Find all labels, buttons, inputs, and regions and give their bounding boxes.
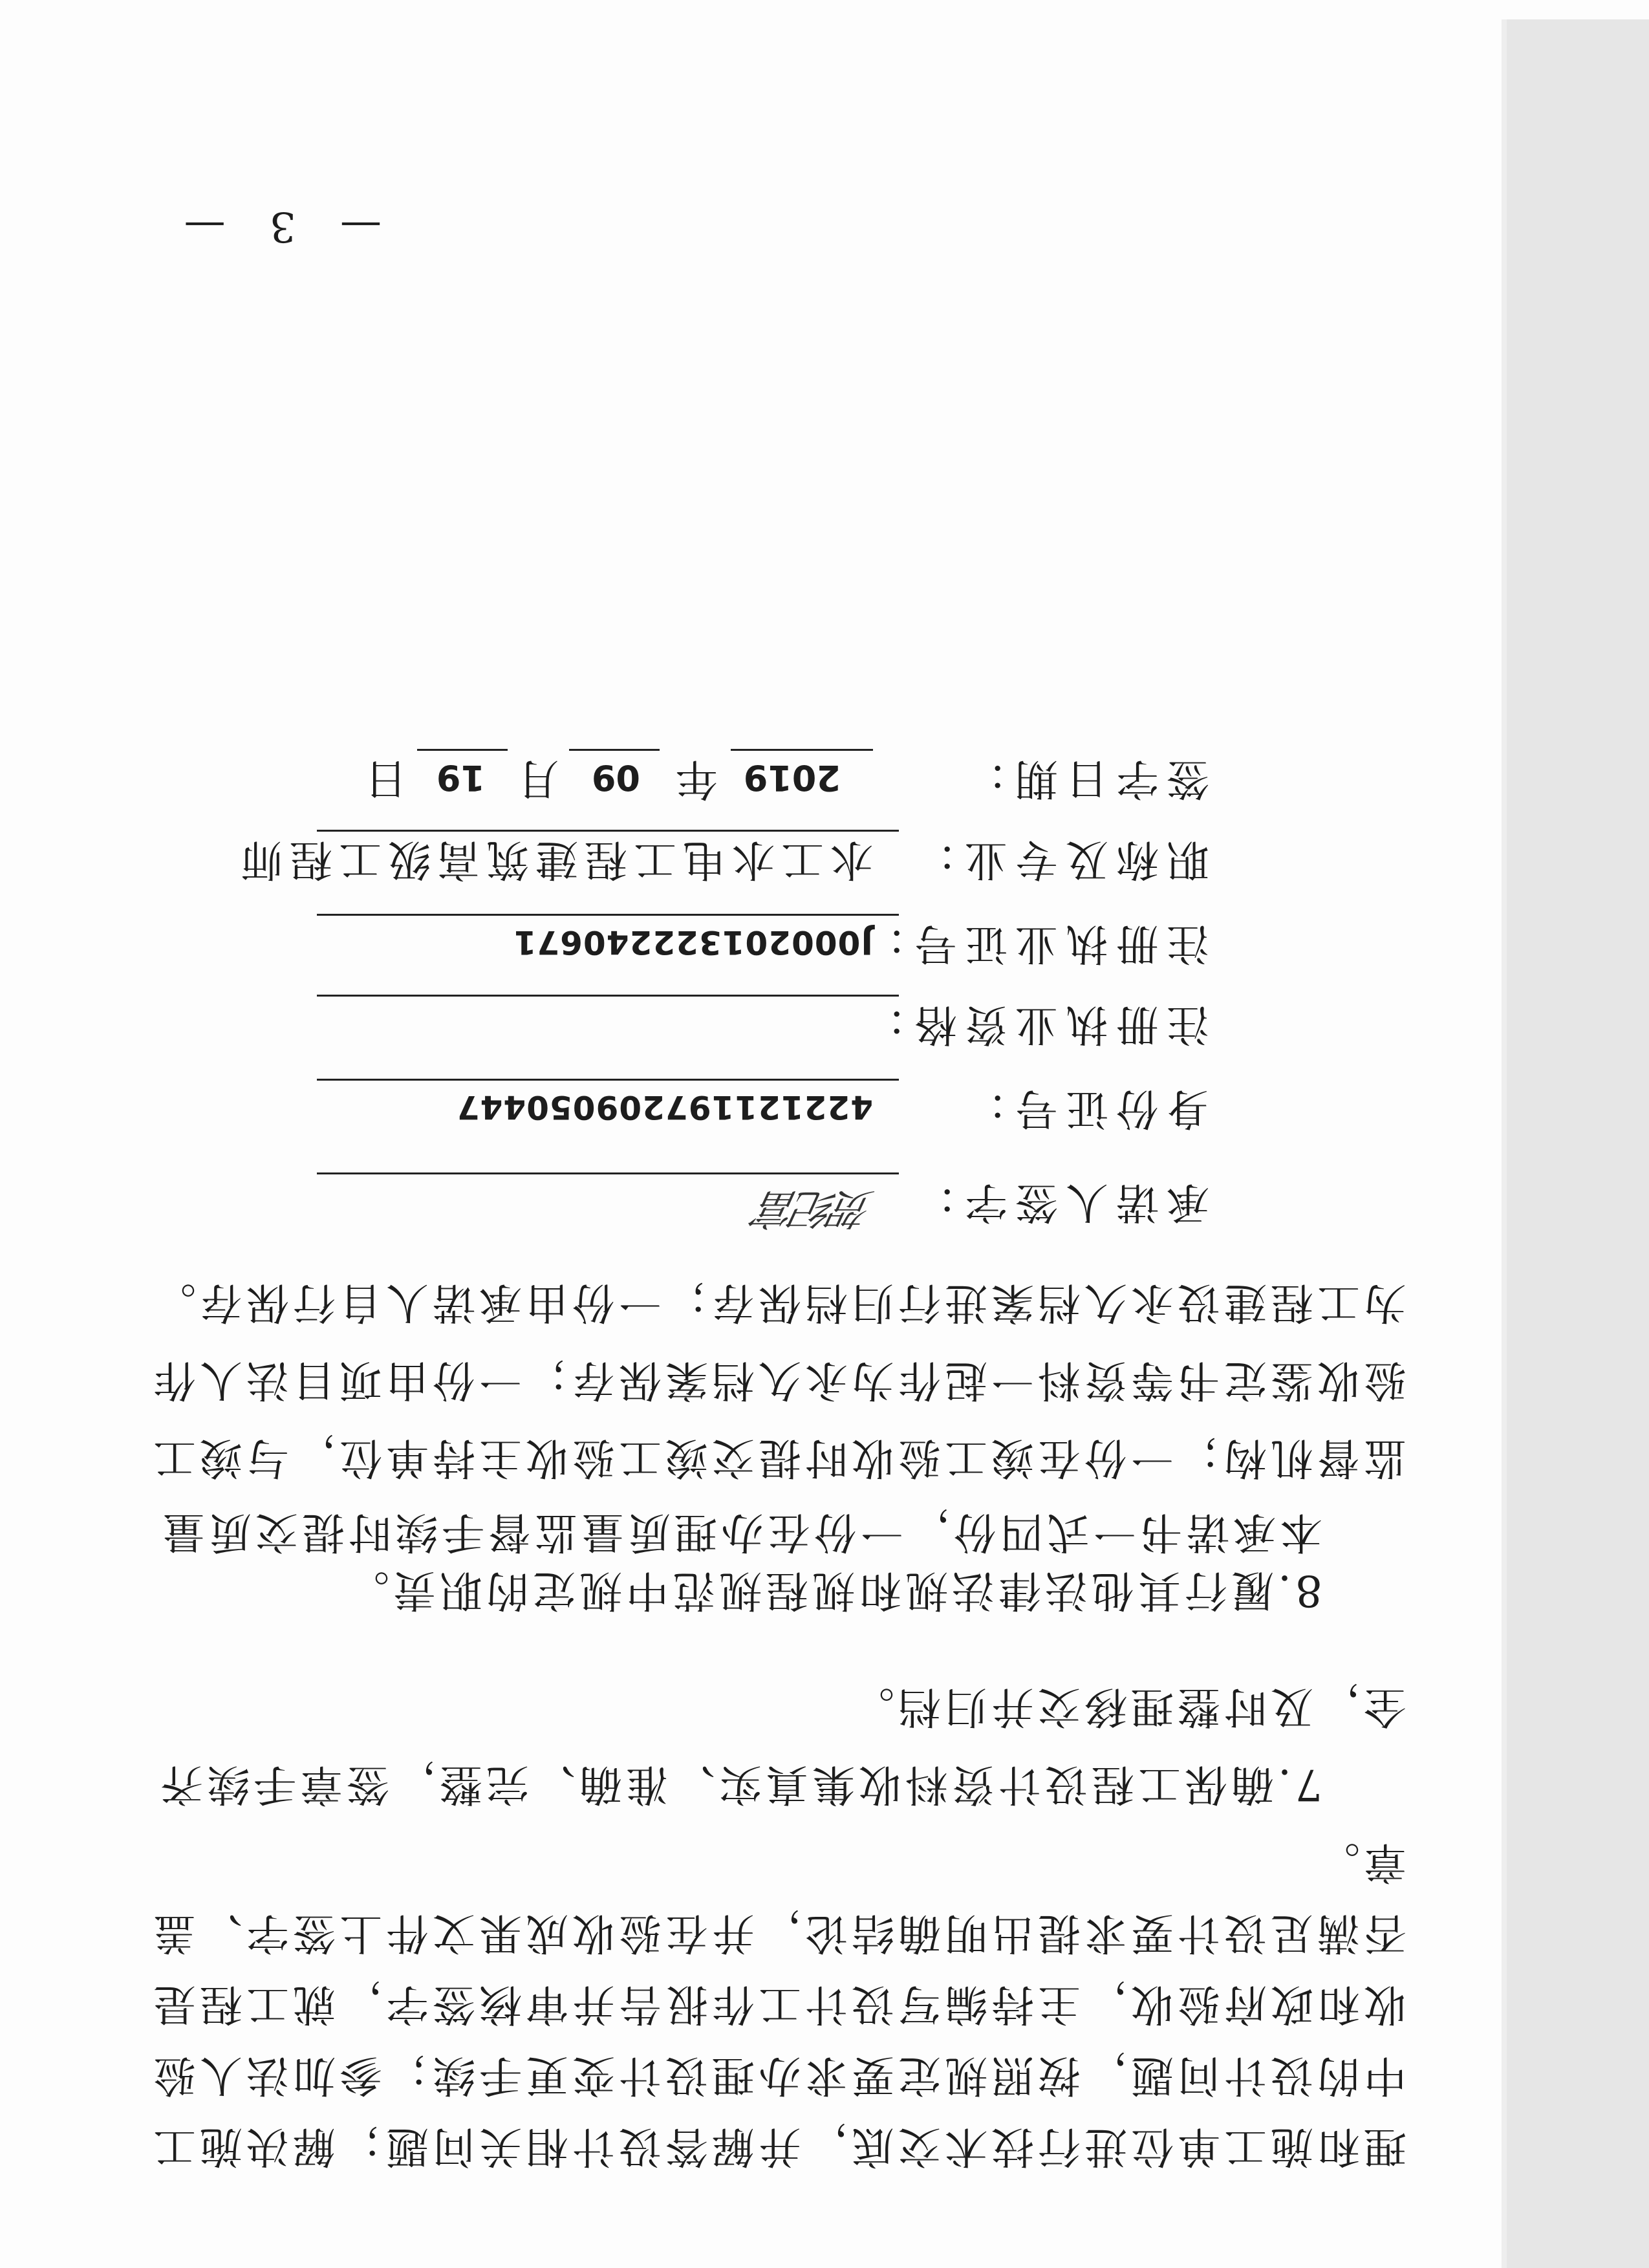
id-value: 422121197209050447 xyxy=(456,1088,873,1126)
paragraph-line: 理和施工单位进行技术交底，并解答设计相关问题；解决施工 xyxy=(149,2122,1406,2172)
paragraph-line: 本承诺书一式四份，一份在办理质量监督手续时提交质量 xyxy=(158,1507,1322,1557)
qualification-label: 注册执业资格： xyxy=(856,1000,1209,1050)
paragraph-line: 7.确保工程设计资料收集真实、准确、完整，签章手续齐 xyxy=(156,1760,1322,1809)
scan-shadow xyxy=(1507,19,1649,2268)
signer-row xyxy=(239,1159,1209,1232)
date-year: 2019 xyxy=(743,757,841,798)
paragraph-line: 中的设计问题，按照规定要求办理设计变更手续；参加法人验 xyxy=(149,2051,1406,2101)
id-underline xyxy=(317,1079,899,1081)
qualification-underline xyxy=(317,995,899,997)
date-month-unit: 月 xyxy=(517,754,559,804)
title-value: 水工水电工程建筑高级工程师 xyxy=(234,835,873,885)
cert-value: J000201322240671 xyxy=(513,923,873,961)
date-year-underline xyxy=(731,749,873,751)
paragraph-line: 收和政府验收，主持编写设计工作报告并审核签字，就工程是 xyxy=(149,1980,1406,2029)
paragraph-line: 验收鉴定书等资料一起作为永久档案保存；一份由项目法人作 xyxy=(149,1355,1406,1405)
title-underline xyxy=(317,830,899,832)
date-month-underline xyxy=(569,749,660,751)
signer-underline xyxy=(317,1172,899,1174)
date-year-unit: 年 xyxy=(675,754,718,804)
cert-label: 注册执业证号： xyxy=(856,919,1209,969)
paragraph-line: 为工程建设永久档案进行归档保存；一份由承诺人自行保存。 xyxy=(149,1278,1406,1328)
title-row xyxy=(234,816,1209,885)
paragraph-line: 全，及时整理移交并归档。 xyxy=(848,1682,1406,1732)
date-row xyxy=(239,735,1209,804)
date-day: 19 xyxy=(436,757,485,798)
page-number: — 3 — xyxy=(168,202,382,250)
qualification-row xyxy=(239,981,1209,1050)
cert-underline xyxy=(317,914,899,916)
date-label: 签字日期： xyxy=(957,754,1209,804)
date-month: 09 xyxy=(591,757,640,798)
paragraph-line: 章。 xyxy=(1313,1837,1406,1887)
paragraph-line: 8.履行其他法律法规和规程规范中规定的职责。 xyxy=(343,1566,1322,1615)
id-label: 身份证号： xyxy=(957,1084,1209,1134)
paragraph-line: 否满足设计要求提出明确结论，并在验收成果文件上签字、盖 xyxy=(149,1908,1406,1958)
id-row xyxy=(239,1065,1209,1134)
date-day-underline xyxy=(417,749,508,751)
paragraph-line: 监督机构；一份在竣工验收时提交竣工验收主持单位，与竣工 xyxy=(149,1433,1406,1483)
cert-row xyxy=(239,900,1209,969)
date-day-unit: 日 xyxy=(365,754,407,804)
signer-label: 承诺人签字： xyxy=(907,1178,1209,1227)
title-label: 职称及专业： xyxy=(907,835,1209,885)
handwritten-signature: 贺纪富 xyxy=(755,1184,878,1232)
